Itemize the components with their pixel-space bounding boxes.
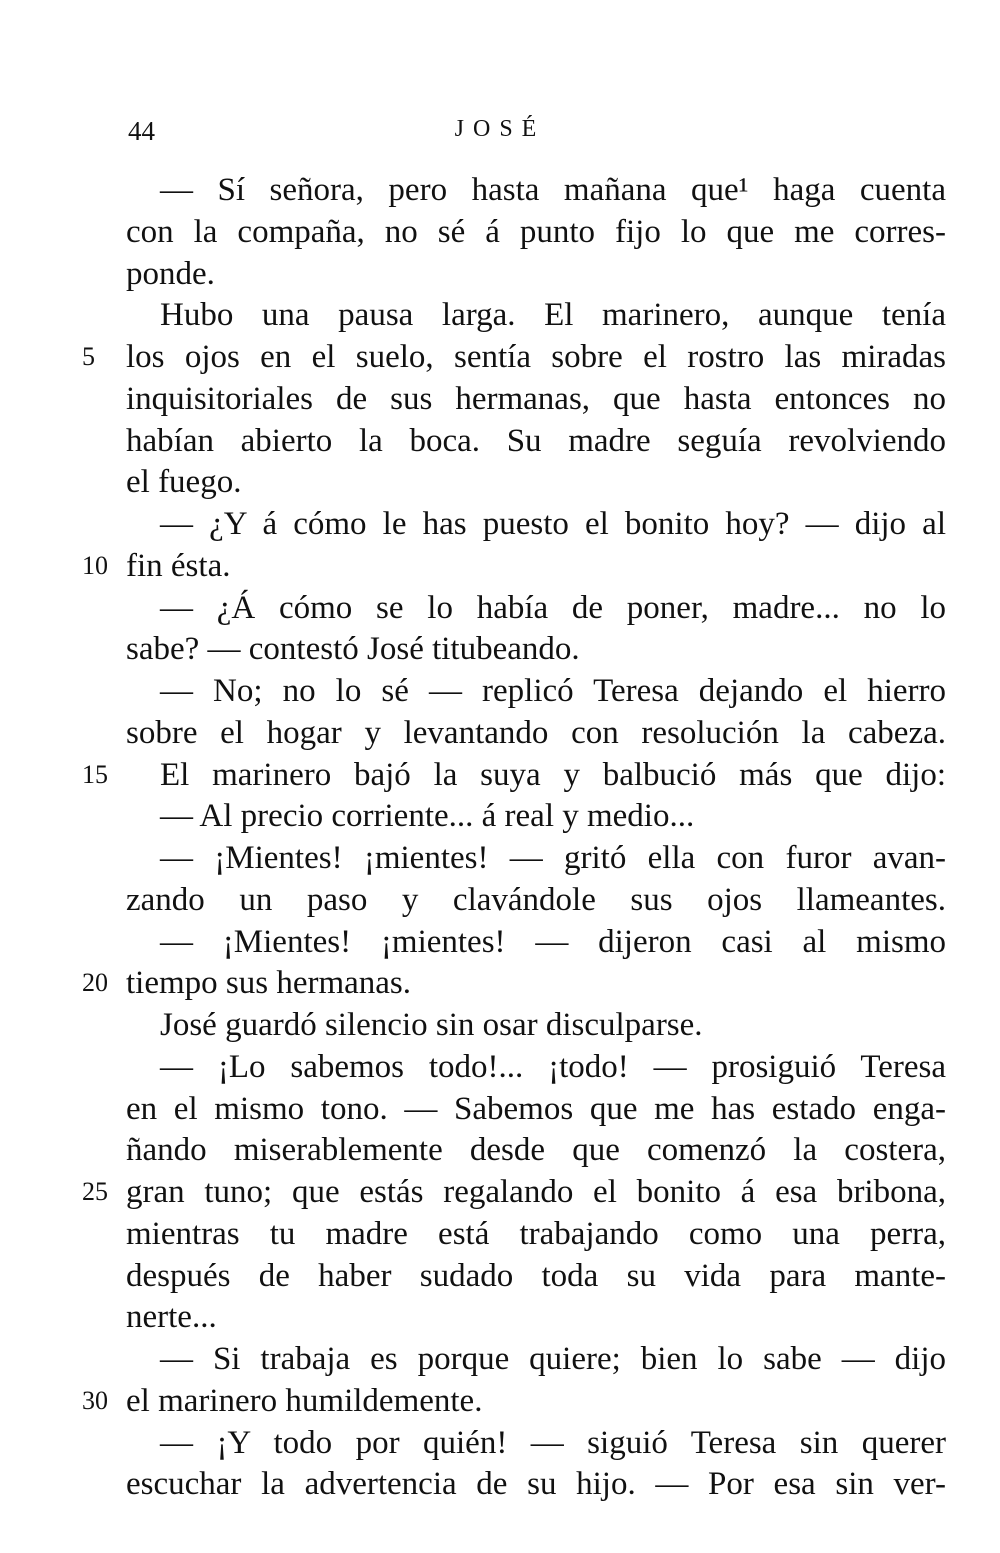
text-line	[0, 1089, 1000, 1131]
body-text	[0, 170, 1000, 1506]
line-text: el fuego.	[126, 464, 242, 501]
text-line	[0, 1005, 1000, 1047]
line-text: — ¡Lo sabemos todo!... ¡todo! — prosiguió Teresa	[160, 1048, 946, 1085]
line-text: los ojos en el suelo, sentía sobre el rostro las miradas	[126, 339, 946, 375]
text-line	[0, 880, 1000, 922]
text-line	[0, 1339, 1000, 1381]
line-number: 5	[82, 342, 95, 371]
text-line	[0, 963, 1000, 1005]
line-text: El marinero bajó la suya y balbució más que dijo:	[160, 756, 946, 793]
text-line	[0, 421, 1000, 463]
line-text: inquisitoriales de sus hermanas, que hasta entonces no	[126, 380, 946, 417]
line-text: mientras tu madre está trabajando como una perra,	[126, 1215, 946, 1252]
line-text: nerte...	[126, 1299, 217, 1336]
line-text: sabe? — contestó José titubeando.	[126, 631, 580, 668]
line-text: — ¡Y todo por quién! — siguió Teresa sin querer	[160, 1424, 946, 1461]
line-number: 25	[82, 1177, 108, 1206]
text-line	[0, 546, 1000, 588]
text-line	[0, 629, 1000, 671]
text-line	[0, 337, 1000, 379]
line-text: Hubo una pausa larga. El marinero, aunque tenía	[160, 297, 946, 334]
line-text: — No; no lo sé — replicó Teresa dejando el hierro	[160, 673, 946, 709]
line-text: el marinero humildemente.	[126, 1382, 483, 1419]
line-text: José guardó silencio sin osar disculparse.	[160, 1007, 703, 1043]
line-text: — ¿Á cómo se lo había de poner, madre... no lo	[160, 589, 946, 626]
text-line	[0, 379, 1000, 421]
line-text: fin ésta.	[126, 547, 231, 584]
text-line	[0, 796, 1000, 838]
line-text: — ¡Mientes! ¡mientes! — gritó ella con furor avan-	[160, 840, 946, 876]
line-text: habían abierto la boca. Su madre seguía revolviendo	[126, 422, 946, 459]
line-text: con la compaña, no sé á punto fijo lo que me corres-	[126, 213, 946, 250]
line-text: ponde.	[126, 255, 215, 292]
text-line	[0, 1256, 1000, 1298]
line-text: — ¿Y á cómo le has puesto el bonito hoy? — dijo al	[160, 506, 946, 542]
text-line	[0, 295, 1000, 337]
line-text: después de haber sudado toda su vida para mante-	[126, 1257, 946, 1294]
line-number: 20	[82, 968, 108, 998]
text-line	[0, 671, 1000, 713]
text-line	[0, 1130, 1000, 1172]
text-line	[0, 1464, 1000, 1506]
page-number: 44	[128, 116, 155, 146]
text-line	[0, 922, 1000, 964]
running-title: JOSÉ	[454, 116, 546, 142]
page-header	[0, 112, 1000, 156]
text-line	[0, 713, 1000, 755]
line-text: — Sí señora, pero hasta mañana que¹ haga cuenta	[160, 172, 946, 208]
text-line	[0, 504, 1000, 546]
line-text: — Al precio corriente... á real y medio...	[160, 798, 695, 835]
text-line	[0, 755, 1000, 797]
text-line	[0, 1423, 1000, 1465]
line-text: sobre el hogar y levantando con resolución la cabeza.	[126, 714, 946, 751]
line-text: — Si trabaja es porque quiere; bien lo sabe — dijo	[160, 1341, 946, 1377]
line-text: en el mismo tono. — Sabemos que me has estado enga-	[126, 1090, 946, 1127]
line-text: gran tuno; que estás regalando el bonito á esa bribona,	[126, 1174, 946, 1210]
line-number: 15	[82, 759, 108, 789]
line-number: 30	[82, 1385, 108, 1415]
text-line	[0, 588, 1000, 630]
text-line	[0, 254, 1000, 296]
text-line	[0, 1172, 1000, 1214]
text-line	[0, 212, 1000, 254]
line-text: ñando miserablemente desde que comenzó la costera,	[126, 1132, 946, 1169]
line-number: 10	[82, 550, 108, 580]
text-line	[0, 1214, 1000, 1256]
text-line	[0, 170, 1000, 212]
text-line	[0, 1381, 1000, 1423]
line-text: tiempo sus hermanas.	[126, 965, 412, 1002]
line-text: — ¡Mientes! ¡mientes! — dijeron casi al mismo	[160, 923, 946, 960]
line-text: escuchar la advertencia de su hijo. — Por esa sin ver-	[126, 1466, 946, 1503]
text-line	[0, 1047, 1000, 1089]
text-line	[0, 838, 1000, 880]
text-line	[0, 1297, 1000, 1339]
line-text: zando un paso y clavándole sus ojos llameantes.	[126, 881, 946, 918]
text-line	[0, 462, 1000, 504]
